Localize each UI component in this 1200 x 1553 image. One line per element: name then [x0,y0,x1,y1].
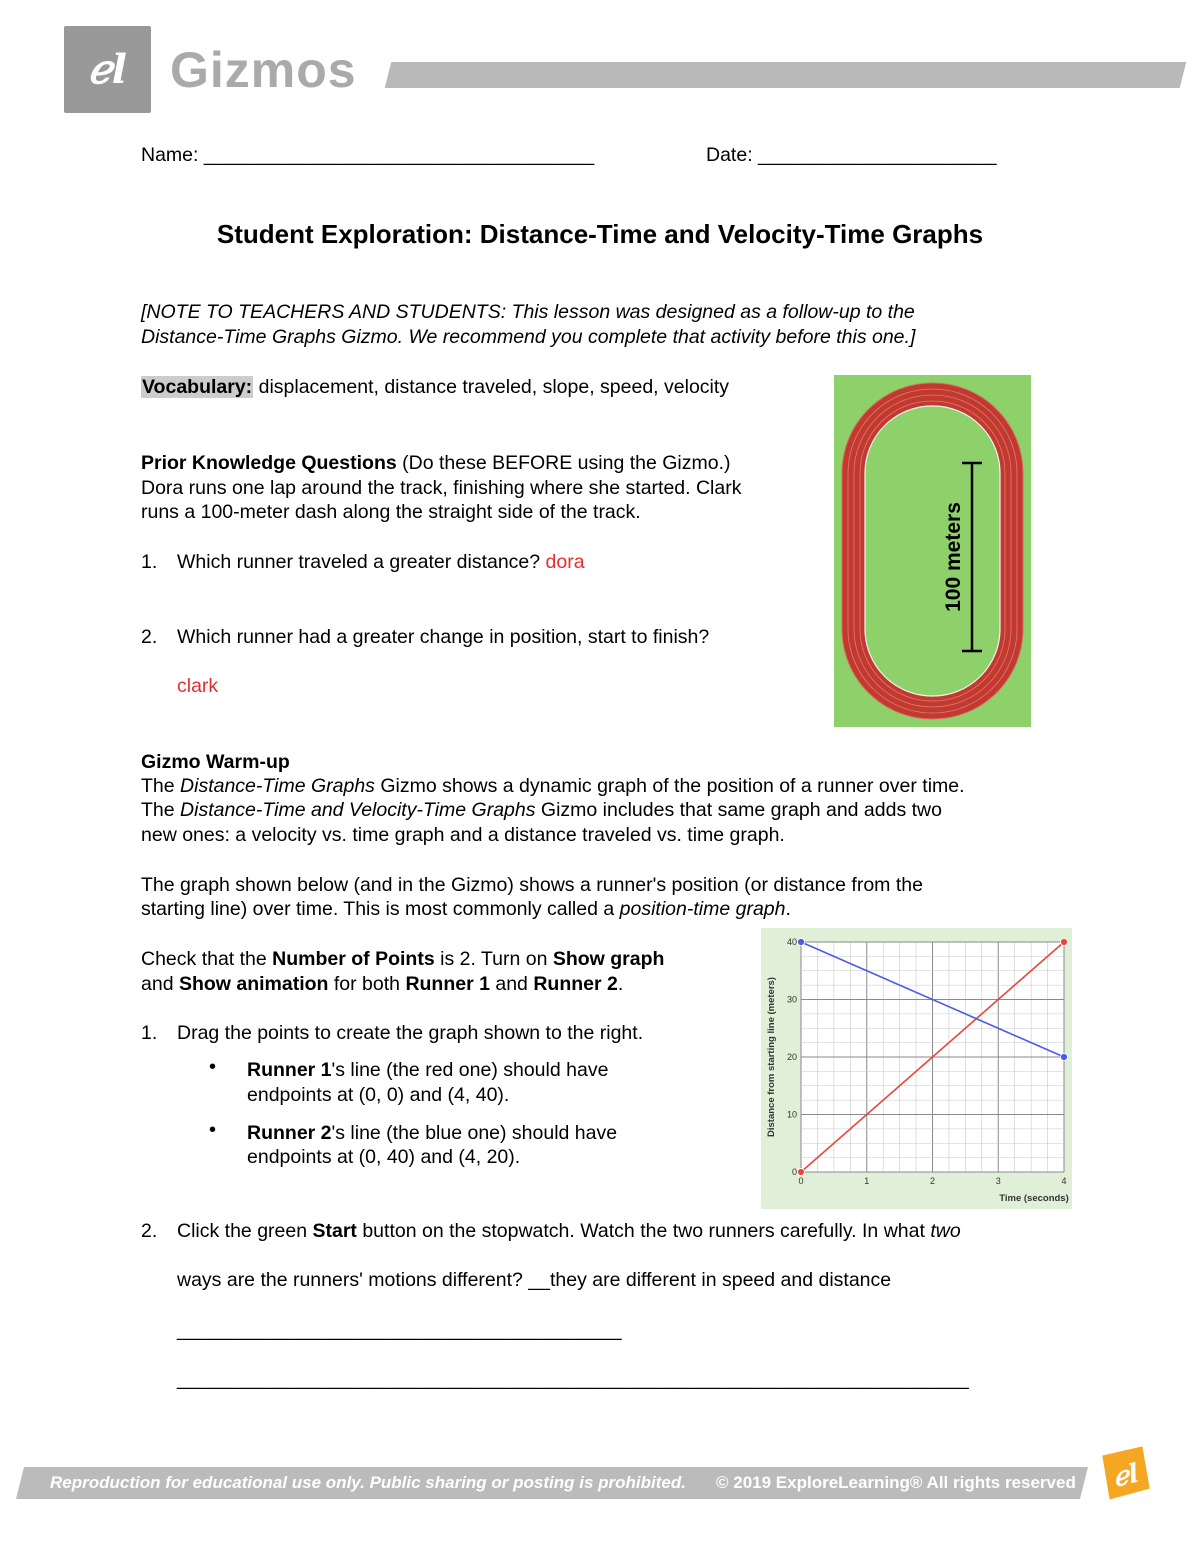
header-bar [385,62,1186,88]
text: . [785,898,791,920]
runner-2-endpoints: endpoints at (0, 40) and (4, 20). [247,1146,521,1168]
runner-name: Runner 2 [247,1122,332,1144]
x-tick-label: 0 [798,1176,804,1186]
answer-1[interactable]: dora [545,551,585,573]
vocabulary-terms: displacement, distance traveled, slope, speed, velocity [253,376,730,398]
question-1-number: 1. [141,551,158,573]
text: Gizmo shows a dynamic graph of the position of a runner over time. [374,775,965,797]
date-field: Date: ______________________ [706,144,997,166]
runner-name: Runner 2 [533,973,618,995]
text: The [141,799,181,821]
setting-name: Show animation [178,973,329,995]
y-tick-label: 10 [786,1109,797,1120]
term: position-time graph [619,898,786,920]
runner-name: Runner 1 [405,973,490,995]
warmup-p2-line1: The graph shown below (and in the Gizmo) shows a runner's position (or distance from the [141,874,923,896]
setting-name: Number of Points [272,948,435,970]
y-axis-label: Distance from starting line (meters) [766,977,777,1137]
warmup-p1-line1 [141,774,965,799]
text: 's line (the red one) should have [331,1059,609,1081]
runner-2-instruction [247,1121,617,1146]
data-point[interactable] [798,939,805,946]
data-point[interactable] [1061,1054,1068,1061]
step-2-answer-line[interactable]: ways are the runners' motions different? __they are different in speed and distance [177,1269,892,1291]
runner-1-instruction [247,1058,608,1083]
vocabulary [141,375,729,400]
button-name: Start [312,1220,357,1242]
text: 's line (the blue one) should have [331,1122,618,1144]
warmup-p1-line2 [141,798,942,823]
setting-name: Show graph [552,948,665,970]
warmup-p1-line3: new ones: a velocity vs. time graph and a distance traveled vs. time graph. [141,824,785,846]
runner-1-endpoints: endpoints at (0, 0) and (4, 40). [247,1084,510,1106]
y-tick-label: 30 [786,994,797,1005]
logo-glyph: ℯl [88,46,127,93]
bullet-icon: • [209,1119,217,1141]
prior-line-2: runs a 100-meter dash along the straight side of the track. [141,501,641,523]
step-2-number: 2. [141,1220,158,1242]
warmup-heading [141,750,290,775]
y-tick-label: 20 [786,1052,797,1062]
brand-name: Gizmos [170,42,357,98]
text: starting line) over time. This is most commonly called a [141,898,620,920]
data-point[interactable] [798,1169,805,1176]
question-1-text: Which runner traveled a greater distance? [177,551,546,573]
prior-line-1: Dora runs one lap around the track, finishing where she started. Clark [141,477,742,499]
x-tick-label: 2 [929,1176,936,1186]
x-tick-label: 4 [1061,1176,1067,1186]
step-1 [141,1021,643,1046]
text: Click the green [177,1220,313,1242]
prior-heading: Prior Knowledge Questions [141,452,397,474]
track-label: 100 meters [942,502,965,612]
check-line-1 [141,947,664,972]
footer-copyright: © 2019 ExploreLearning® All rights reserved [716,1473,1076,1492]
text: button on the stopwatch. Watch the two runners carefully. In what [356,1220,931,1242]
note-line-1: [NOTE TO TEACHERS AND STUDENTS: This lesson was designed as a follow-up to the [141,301,915,323]
footer-disclaimer: Reproduction for educational use only. Public sharing or posting is prohibited. [50,1473,686,1492]
bullet-icon: • [209,1056,217,1078]
text: is 2. Turn on [434,948,553,970]
gizmos-logo [64,26,151,113]
text: Check that the [141,948,273,970]
x-tick-label: 3 [995,1176,1001,1186]
text: . [617,973,624,995]
runner-name: Runner 1 [247,1059,332,1081]
text: Gizmo includes that same graph and adds two [535,799,942,821]
step-1-text: Drag the points to create the graph shown to the right. [177,1022,644,1044]
step-1-number: 1. [141,1022,158,1044]
gizmo-name: Distance-Time and Velocity-Time Graphs [180,799,536,821]
text: The [141,775,181,797]
track-infield [865,406,1000,696]
step-2 [141,1219,961,1244]
note-line-2: Distance-Time Graphs Gizmo. We recommend you complete that activity before this one.] [141,326,916,348]
text: and [141,973,179,995]
check-line-2 [141,972,623,997]
prior-heading-note: (Do these BEFORE using the Gizmo.) [396,452,731,474]
text: and [489,973,534,995]
warmup-heading-text: Gizmo Warm-up [141,751,290,773]
answer-blank-1[interactable]: _________________________________________ [177,1319,622,1341]
answer-blank-2[interactable]: _________________________________________________________________________ [177,1368,969,1390]
x-axis-label: Time (seconds) [999,1193,1069,1204]
text: for both [328,973,406,995]
question-2-text: Which runner had a greater change in position, start to finish? [177,626,710,648]
answer-2[interactable]: clark [177,675,219,697]
teacher-note [141,300,915,350]
y-tick-label: 0 [791,1167,797,1177]
x-tick-label: 1 [864,1176,870,1186]
question-2 [141,625,709,650]
vocabulary-label: Vocabulary: [142,376,253,398]
prior-knowledge-heading [141,451,731,476]
page-title: Student Exploration: Distance-Time and Velocity-Time Graphs [216,219,984,249]
running-track-image [834,375,1031,727]
question-2-number: 2. [141,626,158,648]
y-tick-label: 40 [786,937,797,947]
warmup-p2-line2 [141,897,791,922]
explorelearning-logo [1092,1440,1156,1510]
logo-letters: ℯl [1110,1458,1142,1494]
gizmo-name: Distance-Time Graphs [180,775,375,797]
data-point[interactable] [1061,939,1068,946]
emphasis: two [930,1220,961,1242]
position-time-graph [761,928,1072,1209]
name-field: Name: ____________________________________ [141,144,595,166]
question-1 [141,550,585,575]
